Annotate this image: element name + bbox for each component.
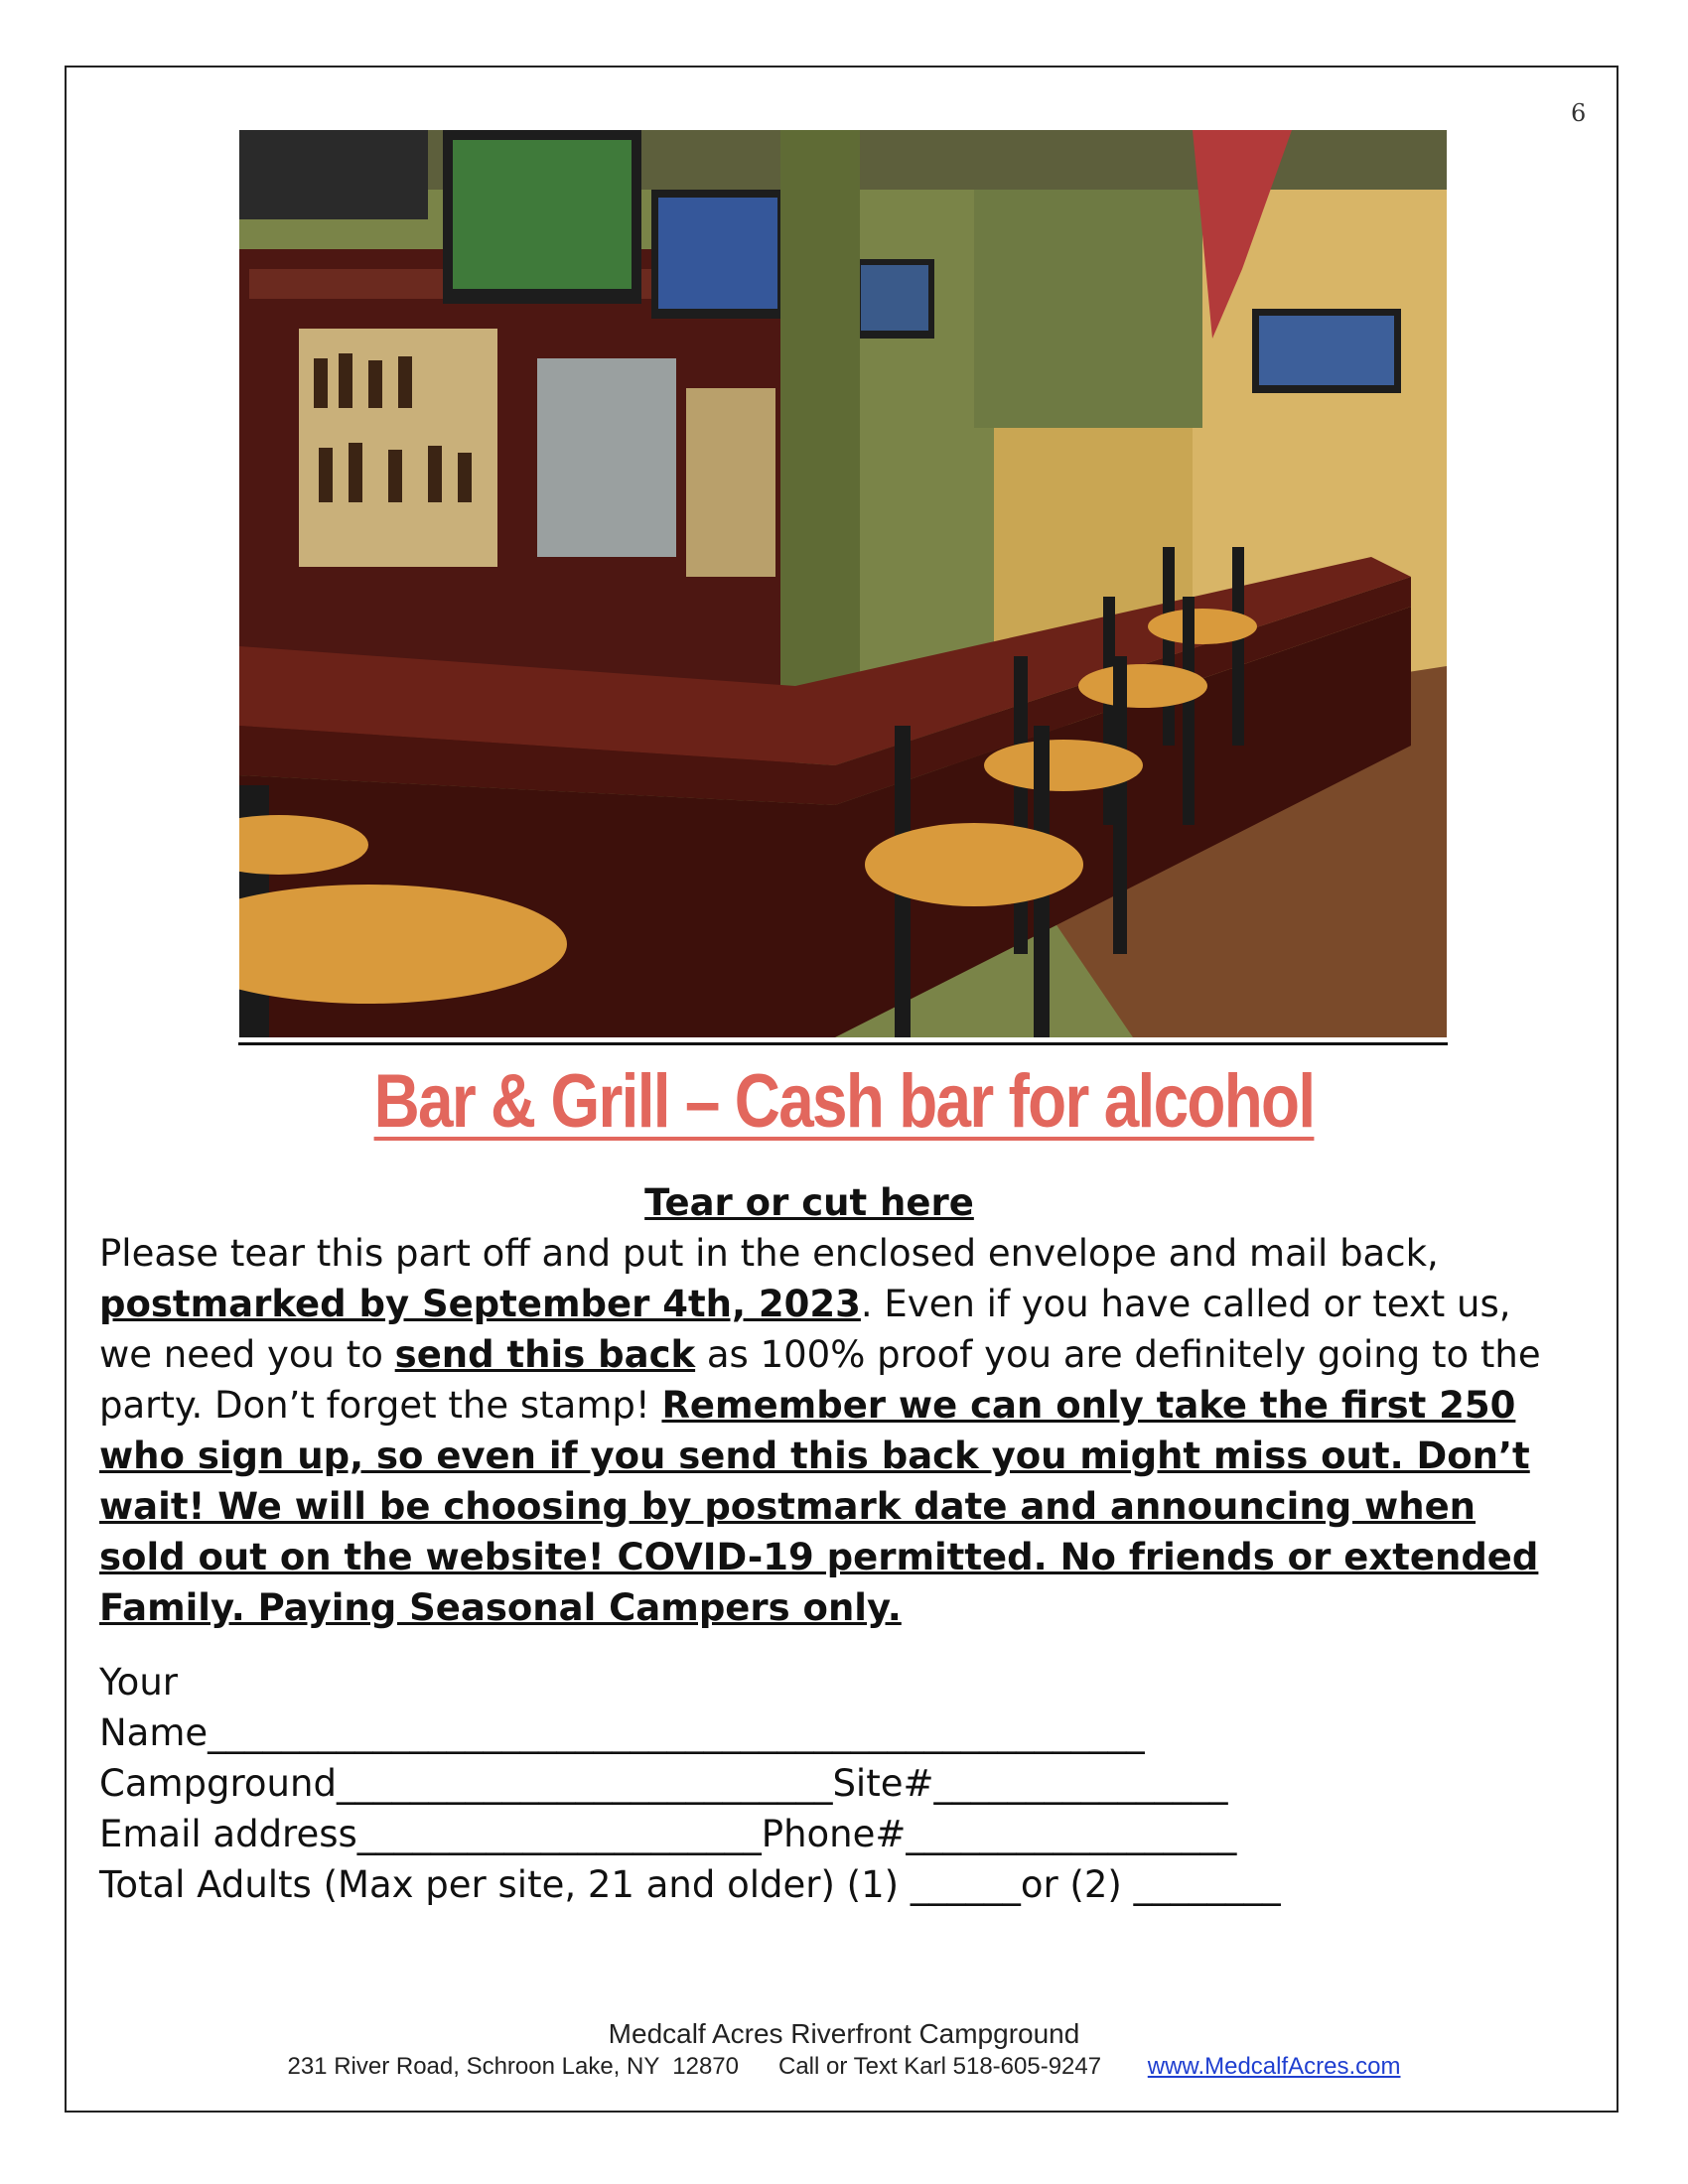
campground-site-field[interactable]: Campground___________________________Site#________________ [99,1762,1228,1805]
capacity-notice: Remember we can only take the first 250 who sign up, so even if you send this back you might miss out. Don’t wait! We will be choosing by postmark date and announcing when sold out on the website! COVID-19 permitted. No friends or extended Family. Paying Seasonal Campers only. [99,1384,1539,1629]
postmark-deadline: postmarked by September 4th, 2023 [99,1283,861,1325]
tear-heading: Tear or cut here [644,1181,974,1224]
footer [0,2017,1688,2083]
instructions-text-1: Please tear this part off and put in the enclosed envelope and mail back, [99,1232,1439,1275]
total-adults-field[interactable]: Total Adults (Max per site, 21 and older) (1) ______or (2) ________ [99,1863,1281,1906]
form-fields [99,1657,1569,1910]
bar-grill-photo [239,130,1447,1037]
email-phone-field[interactable]: Email address______________________Phone#__________________ [99,1813,1237,1855]
instructions-text-3: as 100% proof you are definitely going to the party. Don’t forget the stamp! [99,1333,1541,1427]
instructions-text-2: . Even if you have called or text us, we need you to [99,1283,1511,1376]
footer-address: 231 River Road, Schroon Lake, NY 12870 Call or Text Karl 518-605-9247 [287,2053,1148,2080]
your-label: Your [99,1661,178,1704]
footer-address-line [0,2051,1688,2083]
photo-underline [238,1042,1448,1045]
website-link[interactable]: www.MedcalfAcres.com [1147,2053,1401,2080]
send-back-emphasis: send this back [394,1333,696,1376]
name-field[interactable]: Name___________________________________________________ [99,1711,1145,1754]
footer-org-name: Medcalf Acres Riverfront Campground [608,2018,1080,2049]
instructions-paragraph [99,1228,1569,1633]
tear-off-form [99,1177,1569,1910]
headline: Bar & Grill – Cash bar for alcohol [373,1059,1315,1144]
page-number: 6 [1571,99,1587,127]
